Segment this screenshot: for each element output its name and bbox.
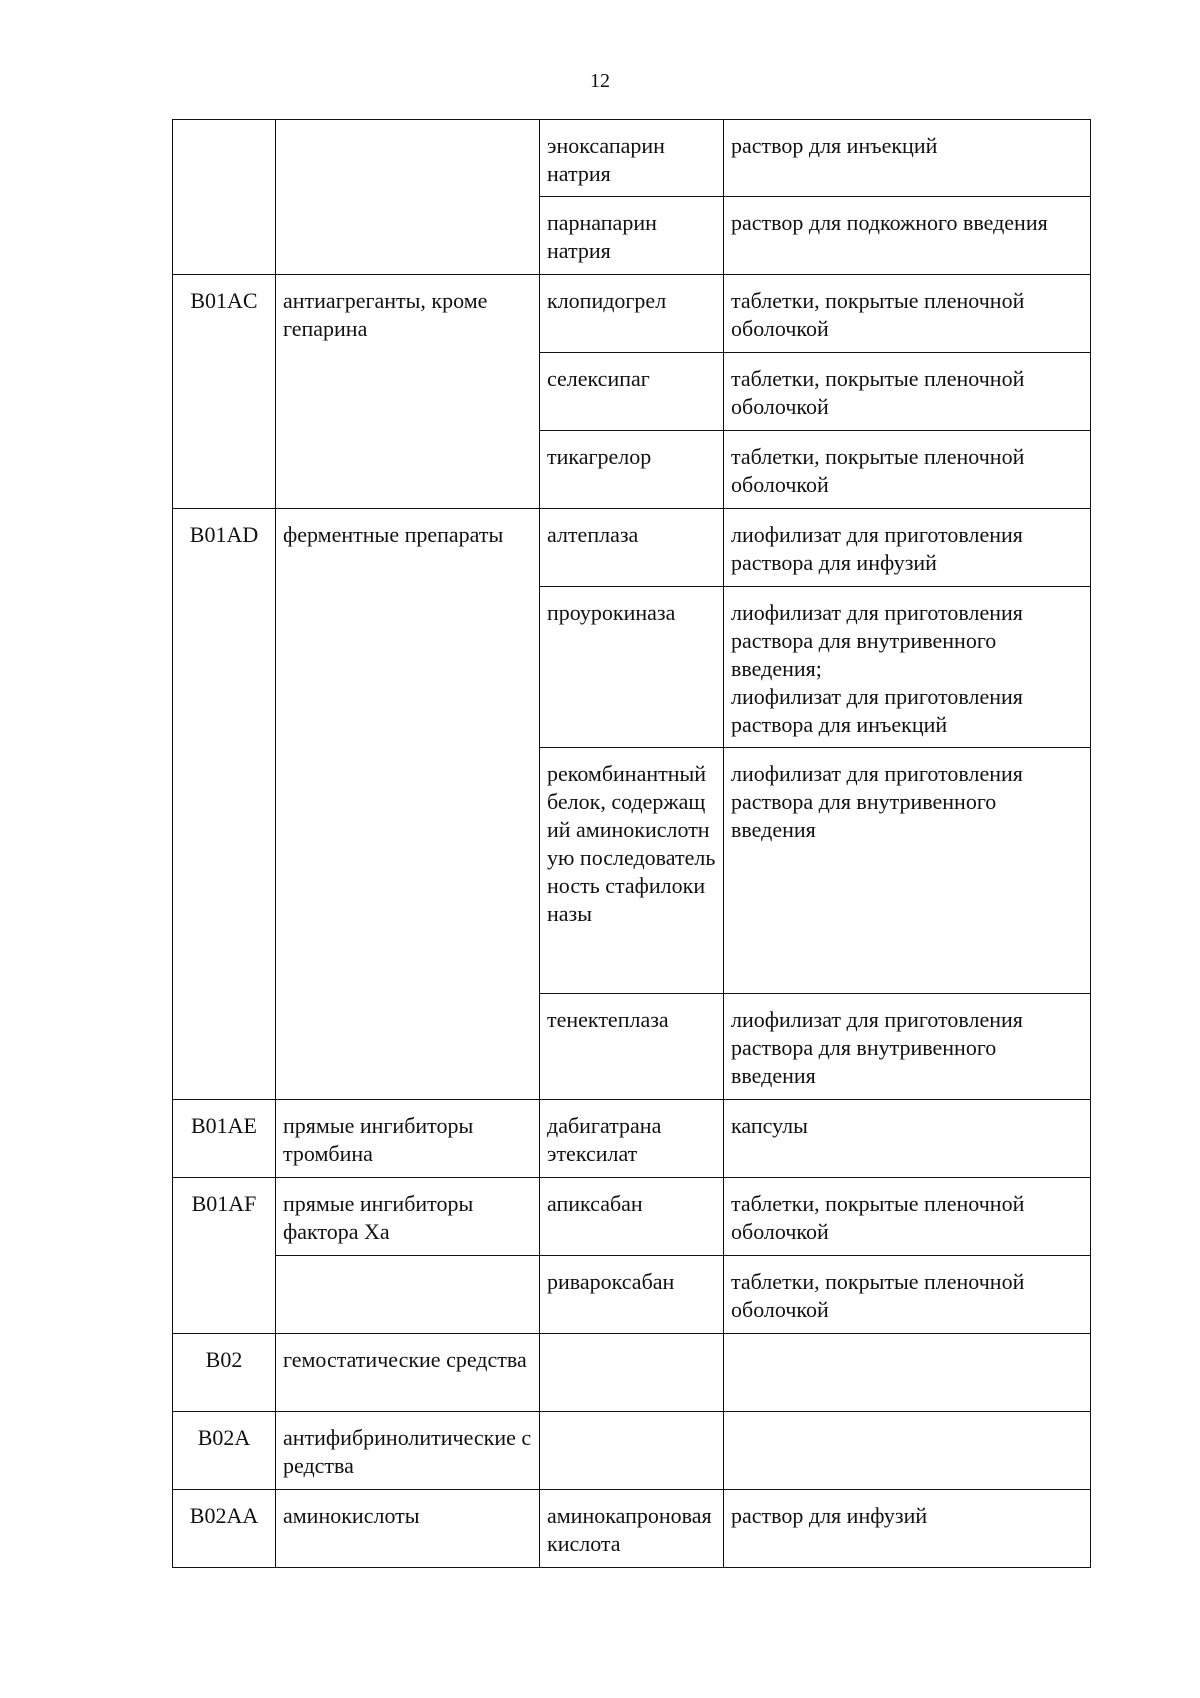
group-cell: прямые ингибиторы тромбина [276,1100,540,1178]
group-cell: гемостатические средства [276,1334,540,1412]
atc-code-cell: B02 [173,1334,276,1412]
group-cell: прямые ингибиторы фактора Xa [276,1178,540,1256]
drug-name-cell [540,1412,724,1490]
drug-name-cell [540,1334,724,1412]
table-row [173,1178,1091,1256]
dosage-form-cell [724,1334,1091,1412]
dosage-form-cell: таблетки, покрытые пленочной оболочкой [724,275,1091,353]
group-cell: антифибринолитические средства [276,1412,540,1490]
dosage-form-cell: лиофилизат для приготовления раствора для внутривенного введения; лиофилизат для приготовления раствора для инъекций [724,587,1091,748]
drug-name-cell: селексипаг [540,353,724,431]
page-number: 12 [590,70,610,92]
drug-name-cell: дабигатрана этексилат [540,1100,724,1178]
dosage-form-cell: раствор для подкожного введения [724,197,1091,275]
dosage-form-cell [724,1412,1091,1490]
group-cell: антиагреганты, кроме гепарина [276,275,540,509]
atc-code-cell: B01AF [173,1178,276,1334]
drug-name-cell: эноксапарин натрия [540,120,724,197]
dosage-form-cell: лиофилизат для приготовления раствора для внутривенного введения [724,994,1091,1100]
dosage-form-cell: капсулы [724,1100,1091,1178]
atc-code-cell: B01AE [173,1100,276,1178]
drug-name-cell: ривароксабан [540,1256,724,1334]
drug-name-cell: клопидогрел [540,275,724,353]
table-row [173,120,1091,197]
dosage-form-cell: раствор для инфузий [724,1490,1091,1568]
table-row [173,509,1091,587]
table-row [173,1490,1091,1568]
table-row [173,1334,1091,1412]
drug-name-cell: рекомбинантный белок, содержащий аминокислотную последовательность стафилокиназы [540,748,724,994]
atc-code-cell: B02AA [173,1490,276,1568]
dosage-form-cell: лиофилизат для приготовления раствора для внутривенного введения [724,748,1091,994]
dosage-form-cell: таблетки, покрытые пленочной оболочкой [724,353,1091,431]
drug-name-cell: тенектеплаза [540,994,724,1100]
dosage-form-cell: лиофилизат для приготовления раствора для инфузий [724,509,1091,587]
drug-name-cell: парнапарин натрия [540,197,724,275]
atc-code-cell: B01AD [173,509,276,1100]
drug-table [172,119,1091,1568]
group-cell: аминокислоты [276,1490,540,1568]
table-row [173,275,1091,353]
dosage-form-cell: таблетки, покрытые пленочной оболочкой [724,1256,1091,1334]
drug-name-cell: тикагрелор [540,431,724,509]
group-cell: ферментные препараты [276,509,540,1100]
group-cell [276,1256,540,1334]
atc-code-cell: B01AC [173,275,276,509]
dosage-form-cell: раствор для инъекций [724,120,1091,197]
atc-code-cell: B02A [173,1412,276,1490]
table-row [173,1256,1091,1334]
drug-name-cell: проурокиназа [540,587,724,748]
drug-name-cell: алтеплаза [540,509,724,587]
group-cell [276,120,540,275]
atc-code-cell [173,120,276,275]
drug-name-cell: аминокапроновая кислота [540,1490,724,1568]
table-row [173,1100,1091,1178]
table-row [173,1412,1091,1490]
dosage-form-cell: таблетки, покрытые пленочной оболочкой [724,431,1091,509]
drug-name-cell: апиксабан [540,1178,724,1256]
dosage-form-cell: таблетки, покрытые пленочной оболочкой [724,1178,1091,1256]
